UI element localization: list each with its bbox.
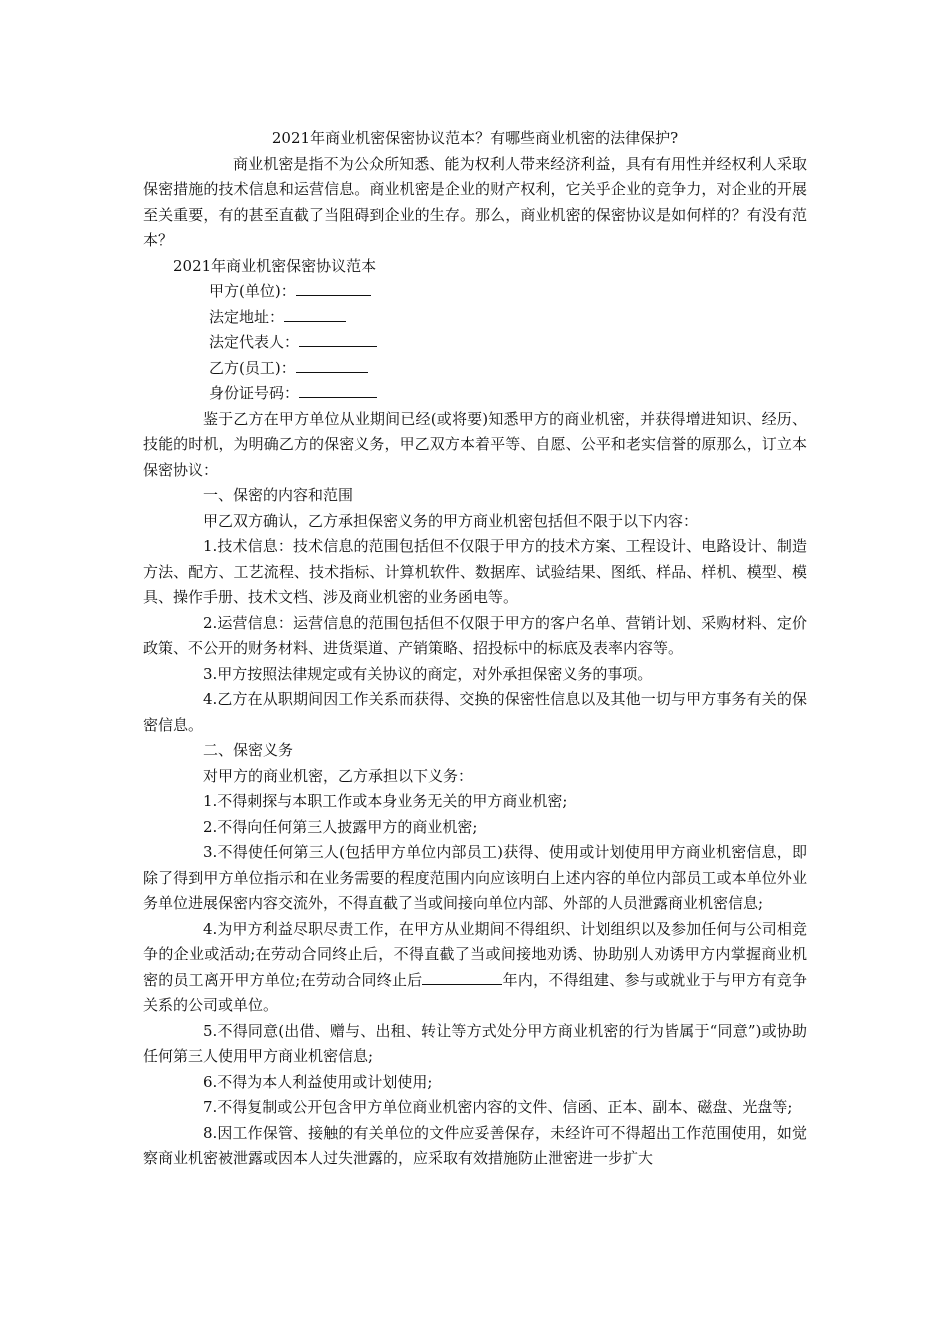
section2-item-5: 5.不得同意(出借、赠与、出租、转让等方式处分甲方商业机密的行为皆属于“同意”)或协助任何第三人使用甲方商业机密信息; xyxy=(143,1021,807,1065)
party-a-label: 甲方(单位)： xyxy=(209,282,296,300)
party-a-blank xyxy=(296,281,371,296)
section2-item-4 xyxy=(143,917,807,1019)
section1-item-2: 2.运营信息：运营信息的范围包括但不仅限于甲方的客户名单、营销计划、采购材料、定价政策、不公开的财务材料、进货渠道、产销策略、招投标中的标底及表率内容等。 xyxy=(143,613,807,657)
party-b-label: 乙方(员工)： xyxy=(209,358,296,377)
representative-blank xyxy=(299,332,377,347)
section1-item-1: 1.技术信息：技术信息的范围包括但不仅限于甲方的技术方案、工程设计、电路设计、制造方法、配方、工艺流程、技术指标、计算机软件、数据库、试验结果、图纸、样品、样机、模型、模具、操作手册、技术文档、涉及商业机密的业务函电等。 xyxy=(143,537,807,606)
representative-label: 法定代表人： xyxy=(209,333,300,351)
agreement-subtitle: 2021年商业机密保密协议范本 xyxy=(173,256,377,275)
address-label: 法定地址： xyxy=(209,307,285,326)
section2-heading: 二、保密义务 xyxy=(203,741,294,759)
section1-heading: 一、保密的内容和范围 xyxy=(203,486,354,504)
representative-field xyxy=(143,330,807,356)
section2-item-4-text-a: 4.为甲方利益尽职尽责工作，在甲方从业期间不得组织、计划组织以及参加任何与公司相竞争的企业或活动;在劳动合同终止后，不得直截了当或间接地劝诱、协助别人劝诱甲方内掌握商业机密的员工离开甲方单位;在劳动合同终止后 xyxy=(143,919,807,989)
document-title: 2021年商业机密保密协议范本？有哪些商业机密的法律保护? xyxy=(271,129,679,147)
section1-lead: 甲乙双方确认，乙方承担保密义务的甲方商业机密包括但不限于以下内容： xyxy=(203,511,699,530)
section2-lead: 对甲方的商业机密，乙方承担以下义务： xyxy=(203,766,474,785)
section1-item-4: 4.乙方在从职期间因工作关系而获得、交换的保密性信息以及其他一切与甲方事务有关的保密信息。 xyxy=(143,690,807,734)
preamble-paragraph: 鉴于乙方在甲方单位从业期间已经(或将要)知悉甲方的商业机密，并获得增进知识、经历、技能的时机，为明确乙方的保密义务，甲乙双方本着平等、自愿、公平和老实信誉的原那么，订立本保密协议： xyxy=(143,409,807,479)
id-number-field xyxy=(143,381,807,407)
id-number-label: 身份证号码： xyxy=(209,384,300,402)
address-field xyxy=(143,305,807,331)
section2-item-4-text-b: 年内，不得组建、参与或就业于与甲方有竞争关系的公司或单位。 xyxy=(143,970,807,1014)
section2-item-6: 6.不得为本人利益使用或计划使用; xyxy=(203,1072,433,1091)
section1-item-3: 3.甲方按照法律规定或有关协议的商定，对外承担保密义务的事项。 xyxy=(203,664,653,683)
intro-paragraph: 商业机密是指不为公众所知悉、能为权利人带来经济利益，具有有用性并经权利人采取保密措施的技术信息和运营信息。商业机密是企业的财产权利，它关乎企业的竞争力，对企业的开展至关重要，有的甚至直截了当阻碍到企业的生存。那么，商业机密的保密协议是如何样的？有没有范本？ xyxy=(143,154,807,249)
party-a-field xyxy=(143,279,807,305)
address-blank xyxy=(284,307,346,322)
section2-item-2: 2.不得向任何第三人披露甲方的商业机密; xyxy=(203,817,478,836)
id-number-blank xyxy=(299,383,377,398)
section2-item-8: 8.因工作保管、接触的有关单位的文件应妥善保存，未经许可不得超出工作范围使用，如觉察商业机密被泄露或因本人过失泄露的，应采取有效措施防止泄密进一步扩大 xyxy=(143,1123,807,1167)
section2-item-1: 1.不得刺探与本职工作或本身业务无关的甲方商业机密; xyxy=(203,792,568,810)
party-b-field xyxy=(143,356,807,382)
document-page xyxy=(143,126,807,1172)
section2-item-7: 7.不得复制或公开包含甲方单位商业机密内容的文件、信函、正本、副本、磁盘、光盘等; xyxy=(203,1098,793,1116)
party-b-blank xyxy=(296,358,368,373)
years-blank xyxy=(422,970,502,985)
section2-item-3: 3.不得使任何第三人(包括甲方单位内部员工)获得、使用或计划使用甲方商业机密信息，即除了得到甲方单位指示和在业务需要的程度范围内向应该明白上述内容的单位内部员工或本单位外业务单位进展保密内容交流外，不得直截了当或间接向单位内部、外部的人员泄露商业机密信息; xyxy=(143,843,807,912)
